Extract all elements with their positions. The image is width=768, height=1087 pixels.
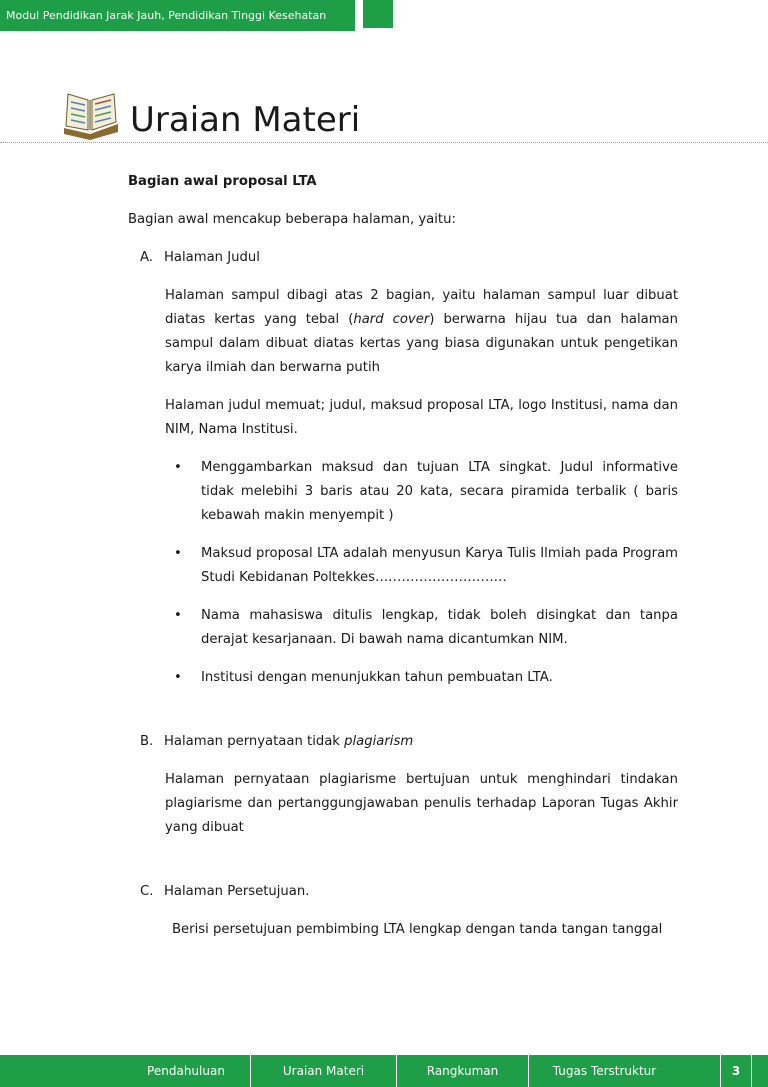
item-a-bullet-list <box>128 456 678 690</box>
item-a-heading <box>128 246 678 270</box>
item-b-heading <box>128 730 678 754</box>
item-letter: A. <box>140 250 153 265</box>
item-letter: B. <box>140 734 154 749</box>
item-heading-text: Halaman pernyataan tidak <box>164 734 345 749</box>
bullet-icon: • <box>174 460 182 475</box>
module-header <box>0 0 355 31</box>
text-run: ) berwarna hijau tua dan halaman sampul dalam dibuat diatas kertas yang biasa digunakan untuk pengetikan karya ilmiah dan berwarna putih <box>165 312 678 375</box>
item-a-paragraph-2: Halaman judul memuat; judul, maksud proposal LTA, logo Institusi, nama dan NIM, Nama Institusi. <box>165 398 678 437</box>
item-b-paragraph: Halaman pernyataan plagiarisme bertujuan untuk menghindari tindakan plagiarisme dan pertanggungjawaban penulis terhadap Laporan Tugas Akhir yang dibuat <box>165 772 678 835</box>
italic-term: hard cover <box>353 312 430 327</box>
list-item <box>165 456 678 528</box>
list-item-text: Nama mahasiswa ditulis lengkap, tidak boleh disingkat dan tanpa derajat kesarjanaan. Di bawah nama dicantumkan NIM. <box>201 608 678 647</box>
tab-rangkuman[interactable]: Rangkuman <box>396 1055 528 1087</box>
list-item-text: Maksud proposal LTA adalah menyusun Karya Tulis Ilmiah pada Program Studi Kebidanan Poltekkes………………………… <box>201 546 678 585</box>
list-item-text: Institusi dengan menunjukkan tahun pembuatan LTA. <box>201 670 553 685</box>
italic-term: plagiarism <box>344 734 414 749</box>
text-run: Halaman sampul dibagi atas 2 bagian, yaitu halaman sampul luar dibuat diatas kertas yang tebal ( <box>165 288 678 327</box>
bullet-icon: • <box>174 670 182 685</box>
bullet-icon: • <box>174 608 182 623</box>
section-title: Uraian Materi <box>130 100 361 140</box>
list-item <box>165 604 678 652</box>
main-content <box>128 170 678 942</box>
header-accent-block <box>363 0 393 28</box>
item-a-paragraph-1 <box>128 284 678 380</box>
tab-tugas-terstruktur[interactable]: Tugas Terstruktur <box>528 1055 680 1087</box>
title-divider <box>0 142 768 143</box>
tab-pendahuluan[interactable]: Pendahuluan <box>147 1064 225 1078</box>
item-heading-text: Halaman Persetujuan. <box>164 884 310 899</box>
module-title: Modul Pendidikan Jarak Jauh, Pendidikan Tinggi Kesehatan <box>6 9 327 22</box>
item-letter: C. <box>140 884 154 899</box>
item-c-heading <box>128 880 678 904</box>
intro-paragraph: Bagian awal mencakup beberapa halaman, yaitu: <box>128 212 456 227</box>
list-item <box>165 666 678 690</box>
item-c-paragraph: Berisi persetujuan pembimbing LTA lengkap dengan tanda tangan tanggal <box>172 922 663 937</box>
tab-uraian-materi[interactable]: Uraian Materi <box>250 1055 396 1087</box>
item-heading-text: Halaman Judul <box>164 250 260 265</box>
bullet-icon: • <box>174 546 182 561</box>
list-item <box>165 542 678 590</box>
subheading: Bagian awal proposal LTA <box>128 174 317 189</box>
open-book-icon <box>60 92 122 140</box>
list-item-text: Menggambarkan maksud dan tujuan LTA singkat. Judul informative tidak melebihi 3 baris atau 20 kata, secara piramida terbalik ( baris kebawah makin menyempit ) <box>201 460 678 523</box>
page-number: 3 <box>720 1055 752 1087</box>
